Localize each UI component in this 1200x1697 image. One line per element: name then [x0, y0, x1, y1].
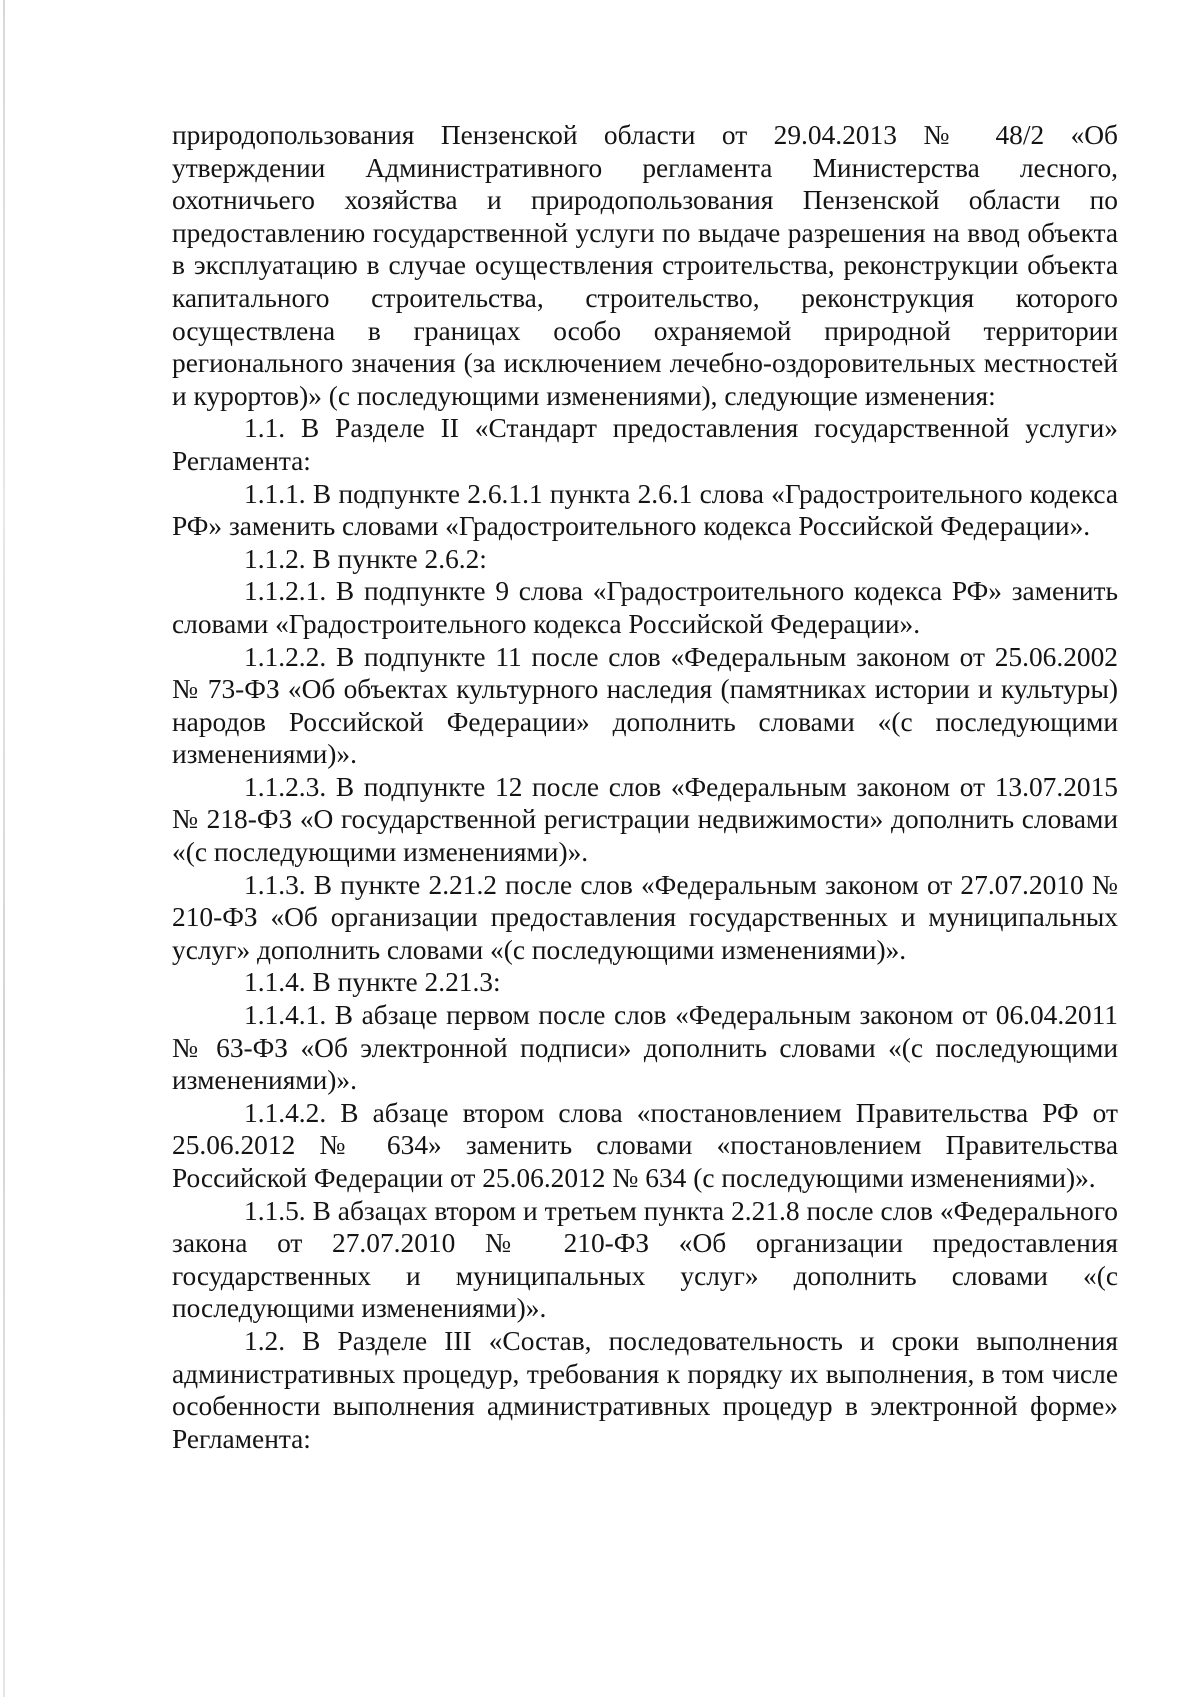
paragraph-1-1-2-1: 1.1.2.1. В подпункте 9 слова «Градостроительного кодекса РФ» заменить словами «Градостроительного кодекса Российской Федерации».	[172, 576, 1118, 639]
paragraph-1-1: 1.1. В Разделе II «Стандарт предоставления государственной услуги» Регламента:	[172, 413, 1118, 476]
paragraph-1-1-3: 1.1.3. В пункте 2.21.2 после слов «Федеральным законом от 27.07.2010 № 210-ФЗ «Об организации предоставления государственных и муниципальных услуг» дополнить словами «(с последующими изменениями)».	[172, 869, 1118, 965]
paragraph-1-1-2-2: 1.1.2.2. В подпункте 11 после слов «Федеральным законом от 25.06.2002 № 73-ФЗ «Об объектах культурного наследия (памятниках истории и культуры) народов Российской Федерации» дополнить словами «(с последующими изменениями)».	[172, 641, 1118, 770]
paragraph-1-1-2: 1.1.2. В пункте 2.6.2:	[244, 543, 487, 574]
paragraph-1-1-4: 1.1.4. В пункте 2.21.3:	[244, 967, 501, 998]
paragraph-1-2: 1.2. В Разделе III «Состав, последовательность и сроки выполнения административных процедур, требования к порядку их выполнения, в том числе особенности выполнения административных процедур в электронной форме» Регламента:	[172, 1325, 1118, 1454]
paragraph-1-1-4-1: 1.1.4.1. В абзаце первом после слов «Федеральным законом от 06.04.2011 № 63-ФЗ «Об электронной подписи» дополнить словами «(с последующими изменениями)».	[172, 1000, 1118, 1096]
document-body	[172, 119, 1118, 1455]
paragraph-1-1-4-2: 1.1.4.2. В абзаце втором слова «постановлением Правительства РФ от 25.06.2012 № 634» заменить словами «постановлением Правительства Российской Федерации от 25.06.2012 № 634 (с последующими изменениями)».	[172, 1097, 1118, 1193]
scan-edge-line	[3, 0, 5, 1697]
paragraph-intro: природопользования Пензенской области от 29.04.2013 № 48/2 «Об утверждении Административного регламента Министерства лесного, охотничьего хозяйства и природопользования Пензенской области по предоставлению государственной услуги по выдаче разрешения на ввод объекта в эксплуатацию в случае осуществления строительства, реконструкции объекта капитального строительства, строительство, реконструкция которого осуществлена в границах особо охраняемой природной территории регионального значения (за исключением лечебно-оздоровительных местностей и курортов)» (с последующими изменениями), следующие изменения:	[172, 120, 1118, 411]
paragraph-1-1-5: 1.1.5. В абзацах втором и третьем пункта 2.21.8 после слов «Федерального закона от 27.07.2010 № 210-ФЗ «Об организации предоставления государственных и муниципальных услуг» дополнить словами «(с последующими изменениями)».	[172, 1195, 1118, 1324]
paragraph-1-1-1: 1.1.1. В подпункте 2.6.1.1 пункта 2.6.1 слова «Градостроительного кодекса РФ» заменить словами «Градостроительного кодекса Российской Федерации».	[172, 478, 1118, 542]
paragraph-1-1-2-3: 1.1.2.3. В подпункте 12 после слов «Федеральным законом от 13.07.2015 № 218-ФЗ «О государственной регистрации недвижимости» дополнить словами «(с последующими изменениями)».	[172, 771, 1118, 868]
